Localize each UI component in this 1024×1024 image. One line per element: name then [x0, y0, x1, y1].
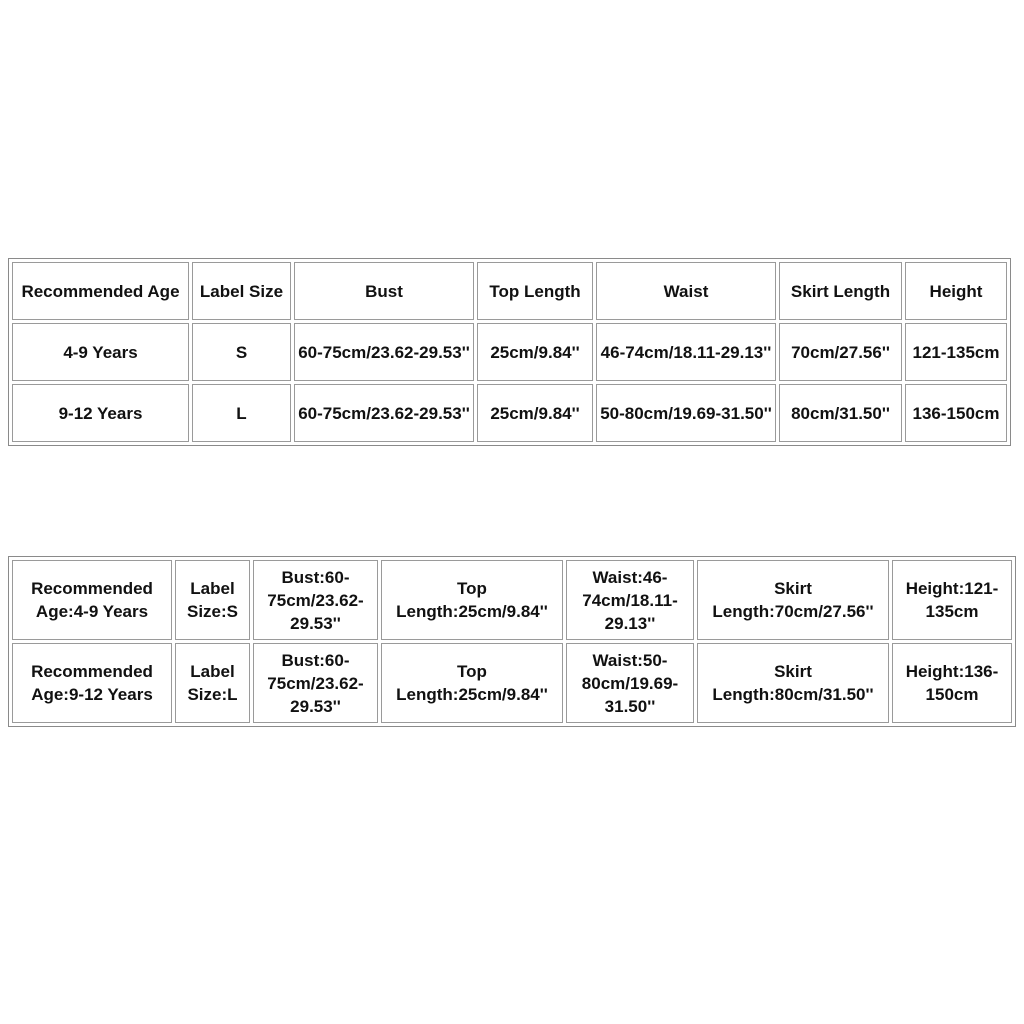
cell-top-length: Top Length:25cm/9.84''	[381, 643, 563, 723]
table-row	[12, 560, 1012, 640]
cell-skirt-length: 80cm/31.50''	[779, 384, 902, 442]
header-cell-waist: Waist	[596, 262, 776, 320]
table-row	[12, 643, 1012, 723]
cell-skirt-length: 70cm/27.56''	[779, 323, 902, 381]
cell-waist: 46-74cm/18.11-29.13''	[596, 323, 776, 381]
header-cell-bust: Bust	[294, 262, 474, 320]
cell-age: 9-12 Years	[12, 384, 189, 442]
cell-bust: Bust:60-75cm/23.62-29.53''	[253, 560, 378, 640]
cell-label-size: Label Size:L	[175, 643, 250, 723]
cell-label-size: L	[192, 384, 291, 442]
header-cell-top-length: Top Length	[477, 262, 593, 320]
cell-waist: Waist:46-74cm/18.11-29.13''	[566, 560, 694, 640]
cell-top-length: Top Length:25cm/9.84''	[381, 560, 563, 640]
cell-height: 121-135cm	[905, 323, 1007, 381]
cell-label-size: S	[192, 323, 291, 381]
size-chart-table-1	[8, 258, 1011, 446]
table-row	[12, 323, 1007, 381]
cell-waist: 50-80cm/19.69-31.50''	[596, 384, 776, 442]
table-header-row	[12, 262, 1007, 320]
cell-bust: 60-75cm/23.62-29.53''	[294, 384, 474, 442]
cell-height: Height:136-150cm	[892, 643, 1012, 723]
table-row	[12, 384, 1007, 442]
cell-top-length: 25cm/9.84''	[477, 384, 593, 442]
header-cell-label-size: Label Size	[192, 262, 291, 320]
header-cell-skirt-length: Skirt Length	[779, 262, 902, 320]
cell-height: Height:121-135cm	[892, 560, 1012, 640]
cell-age: Recommended Age:4-9 Years	[12, 560, 172, 640]
header-cell-age: Recommended Age	[12, 262, 189, 320]
cell-age: Recommended Age:9-12 Years	[12, 643, 172, 723]
cell-label-size: Label Size:S	[175, 560, 250, 640]
cell-bust: Bust:60-75cm/23.62-29.53''	[253, 643, 378, 723]
cell-top-length: 25cm/9.84''	[477, 323, 593, 381]
cell-bust: 60-75cm/23.62-29.53''	[294, 323, 474, 381]
cell-height: 136-150cm	[905, 384, 1007, 442]
size-chart-table-2	[8, 556, 1016, 727]
cell-skirt-length: Skirt Length:70cm/27.56''	[697, 560, 889, 640]
cell-skirt-length: Skirt Length:80cm/31.50''	[697, 643, 889, 723]
header-cell-height: Height	[905, 262, 1007, 320]
cell-age: 4-9 Years	[12, 323, 189, 381]
cell-waist: Waist:50-80cm/19.69-31.50''	[566, 643, 694, 723]
